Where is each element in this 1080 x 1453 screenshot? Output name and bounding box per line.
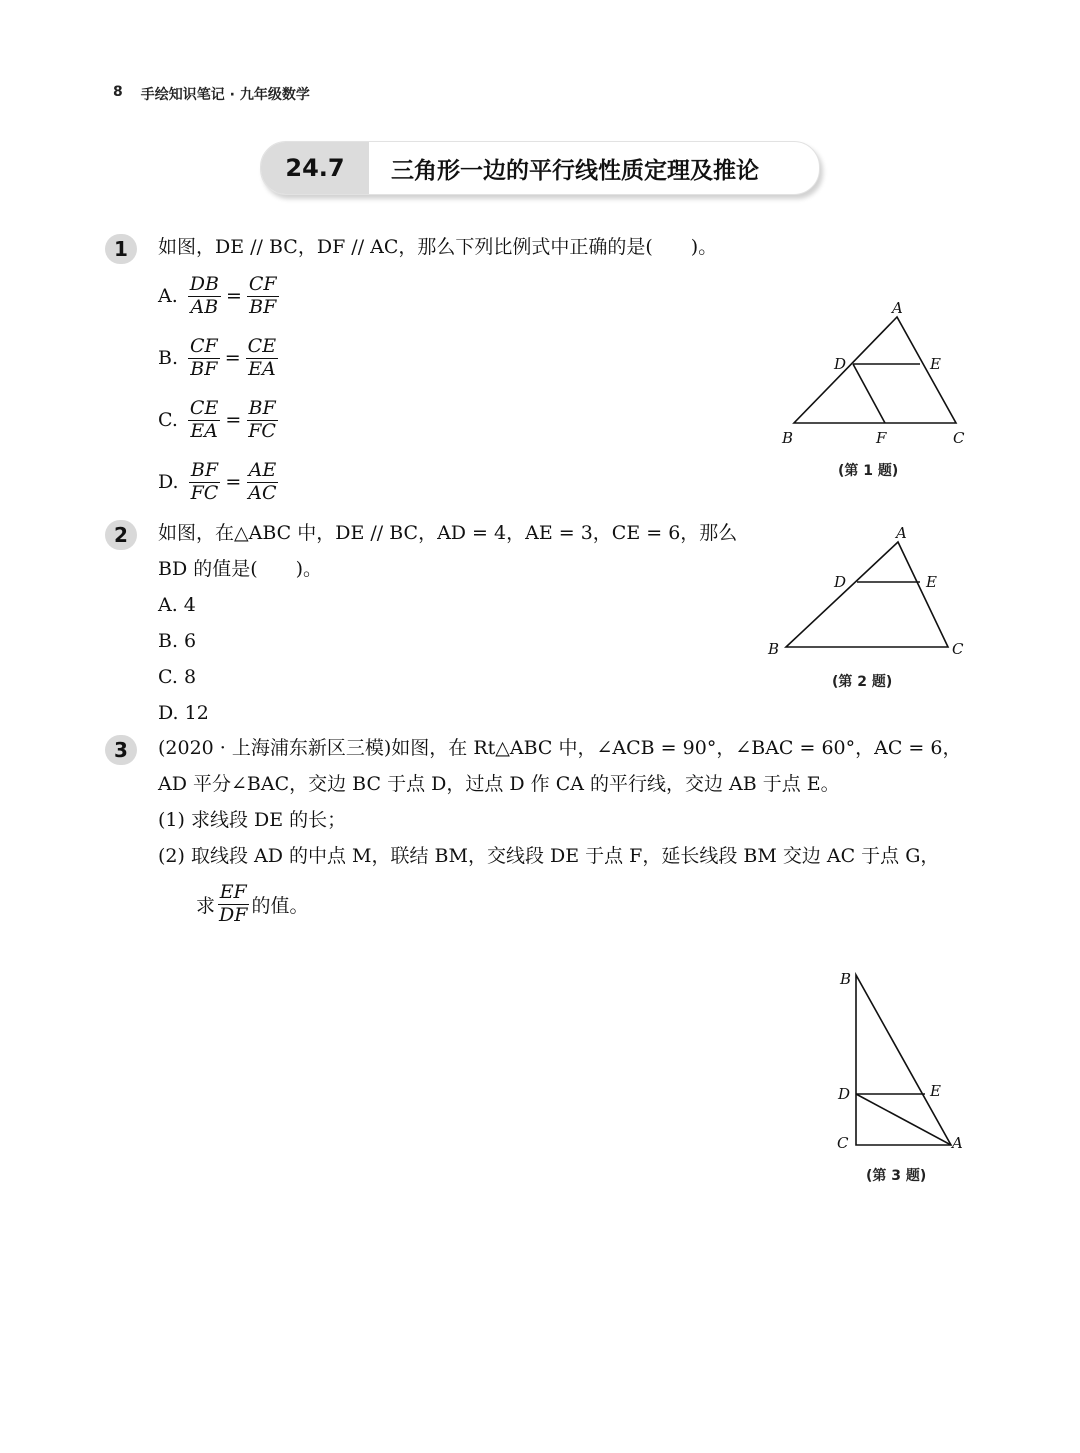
option-label: D. [158, 471, 179, 494]
figure-2 [760, 520, 975, 665]
figure-1-caption: (第 1 题) [838, 463, 899, 479]
point-label-c: C [952, 640, 964, 658]
q2-option-c[interactable]: C. 8 [158, 666, 197, 688]
section-title: 三角形一边的平行线性质定理及推论 [391, 157, 759, 184]
point-label-a: A [892, 299, 903, 317]
q1-option-d[interactable]: D. $\frac{BF}{FC}$ = $\frac{AE}{AC}$ [158, 459, 277, 504]
question-number-2: 2 [105, 520, 137, 550]
section-title-banner [260, 141, 820, 195]
q1-option-c[interactable]: C. $\frac{CE}{EA}$ = $\frac{BF}{FC}$ [158, 397, 276, 442]
fraction: $\frac{CE}{EA}$ [247, 335, 277, 380]
q2-option-a[interactable]: A. 4 [158, 594, 196, 616]
point-label-c: C [953, 429, 965, 447]
formula-suffix: 的值。 [251, 894, 309, 917]
figure-1 [770, 295, 980, 455]
point-label-e: E [930, 1082, 941, 1100]
segment-df [853, 364, 885, 423]
point-label-a: A [952, 1134, 963, 1152]
point-label-e: E [930, 355, 941, 373]
point-label-b: B [768, 640, 780, 658]
page-header [113, 84, 310, 104]
q2-stem-line1: 如图，在△ABC 中，DE // BC，AD = 4，AE = 3，CE = 6，那么 [158, 522, 738, 544]
fraction: $\frac{CF}{BF}$ [190, 335, 218, 380]
point-label-d: D [834, 355, 847, 373]
figure-2-caption: (第 2 题) [832, 674, 893, 690]
point-label-d: D [838, 1085, 851, 1103]
point-label-e: E [926, 573, 937, 591]
point-label-d: D [834, 573, 847, 591]
page-number: 8 [113, 84, 123, 100]
fraction: $\frac{AE}{AC}$ [248, 459, 277, 504]
point-label-f: F [876, 429, 887, 447]
point-label-b: B [840, 970, 852, 988]
fraction: $\frac{BF}{FC}$ [190, 459, 219, 504]
figure-3 [830, 965, 975, 1165]
option-label: B. [158, 347, 179, 370]
q3-part2: (2) 取线段 AD 的中点 M，联结 BM，交线段 DE 于点 F，延长线段 BM 交边 AC 于点 G， [158, 845, 940, 867]
figure-3-caption: (第 3 题) [866, 1168, 927, 1184]
q2-option-b[interactable]: B. 6 [158, 630, 197, 652]
formula-prefix: 求 [196, 894, 216, 917]
q1-option-b[interactable]: B. $\frac{CF}{BF}$ = $\frac{CE}{EA}$ [158, 335, 277, 380]
question-number-3: 3 [105, 735, 137, 765]
triangle-abc [786, 542, 948, 647]
fraction: $\frac{EF}{DF}$ [219, 881, 248, 926]
option-label: C. [158, 409, 178, 432]
option-label: A. [158, 285, 178, 308]
book-title: 手绘知识笔记 · 九年级数学 [140, 87, 310, 103]
point-label-a: A [896, 524, 907, 542]
point-label-b: B [782, 429, 794, 447]
q2-stem-line2: BD 的值是( )。 [158, 558, 323, 580]
q1-option-a[interactable]: A. $\frac{DB}{AB}$ = $\frac{CF}{BF}$ [158, 273, 277, 318]
q3-line1: (2020 · 上海浦东新区三模)如图，在 Rt△ABC 中，∠ACB = 90°，∠BAC = 60°，AC = 6， [158, 737, 962, 759]
fraction: $\frac{BF}{FC}$ [248, 397, 276, 442]
q2-option-d[interactable]: D. 12 [158, 702, 209, 724]
q3-line2: AD 平分∠BAC，交边 BC 于点 D，过点 D 作 CA 的平行线，交边 AB 于点 E。 [158, 773, 840, 795]
section-number: 24.7 [261, 142, 369, 194]
q3-part1: (1) 求线段 DE 的长； [158, 809, 347, 831]
q3-part2-formula [196, 882, 308, 927]
point-label-c: C [837, 1134, 849, 1152]
fraction: $\frac{DB}{AB}$ [189, 273, 219, 318]
fraction: $\frac{CE}{EA}$ [189, 397, 219, 442]
question-number-1: 1 [105, 234, 137, 264]
fraction: $\frac{CF}{BF}$ [248, 273, 277, 318]
q1-stem: 如图，DE // BC，DF // AC，那么下列比例式中正确的是( )。 [158, 236, 718, 258]
